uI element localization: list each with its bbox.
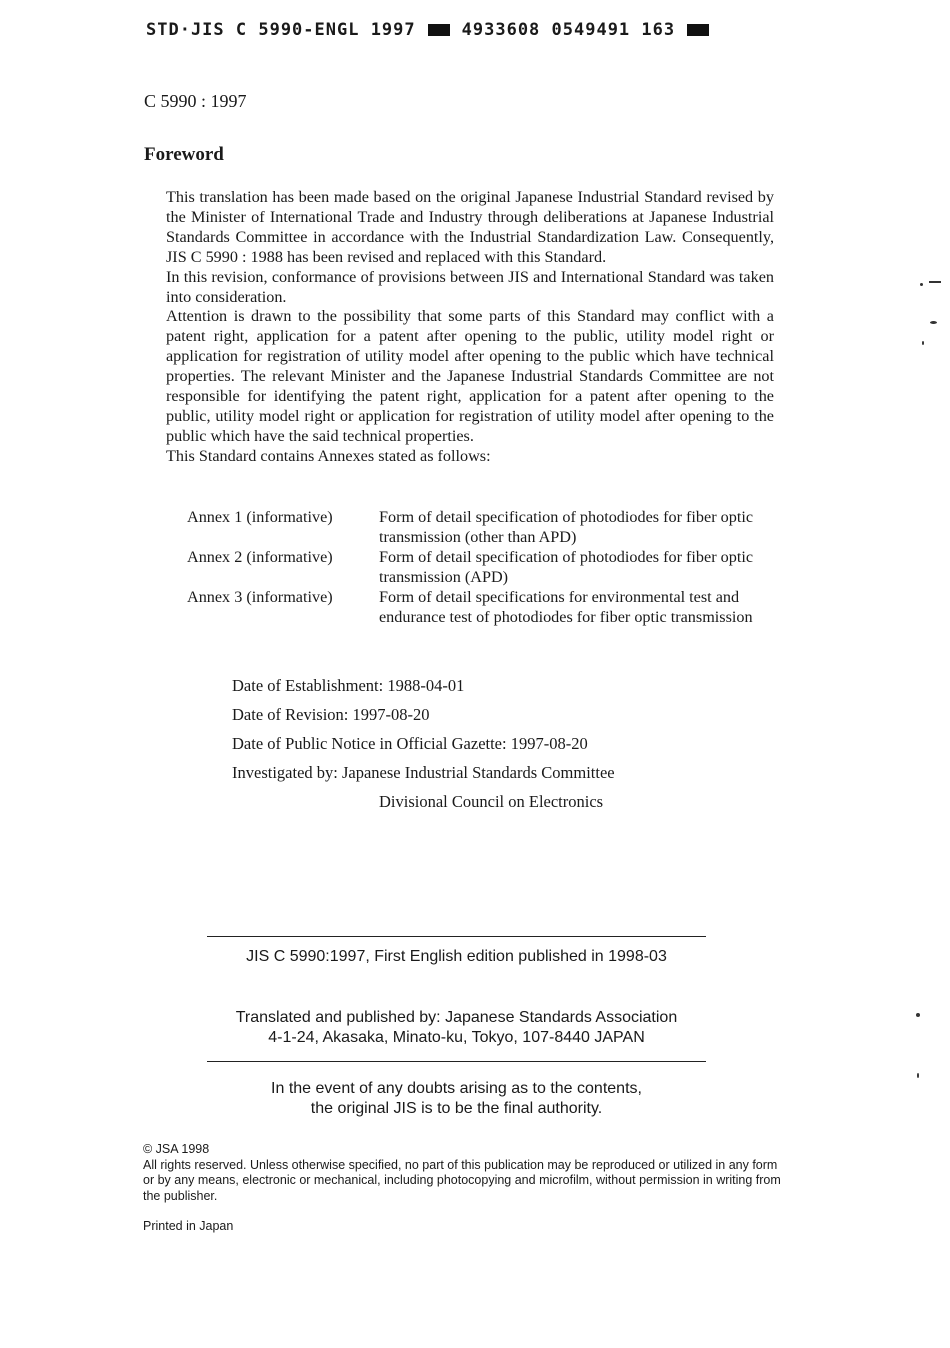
scan-speck	[930, 321, 937, 324]
authority-line: In the event of any doubts arising as to the contents,	[271, 1080, 642, 1097]
copyright-mark: © JSA 1998	[143, 1142, 210, 1156]
header-barcode-number: 4933608 0549491 163	[461, 20, 676, 40]
document-number: C 5990 : 1997	[144, 91, 247, 111]
annex-row	[187, 548, 777, 588]
annex-label: Annex 3 (informative)	[187, 587, 333, 606]
scan-speck	[929, 281, 941, 283]
annex-label: Annex 2 (informative)	[187, 547, 333, 566]
foreword-title: Foreword	[144, 144, 224, 165]
annex-description: Form of detail specification of photodiodes for fiber optic transmission (other than APD)	[379, 508, 754, 546]
scan-speck	[917, 1073, 919, 1078]
divider-line	[207, 936, 706, 937]
edition-line: JIS C 5990:1997, First English edition published in 1998-03	[246, 948, 667, 965]
annex-row	[187, 508, 777, 548]
printed-in: Printed in Japan	[143, 1219, 234, 1233]
date-of-revision: Date of Revision: 1997-08-20	[232, 705, 430, 724]
publisher-address: 4-1-24, Akasaka, Minato-ku, Tokyo, 107-8440 JAPAN	[268, 1029, 645, 1046]
scan-speck	[920, 283, 923, 286]
investigated-by: Investigated by: Japanese Industrial Standards Committee	[232, 763, 615, 782]
divider-line	[207, 1061, 706, 1062]
annex-label: Annex 1 (informative)	[187, 508, 333, 526]
header-code-line	[146, 20, 721, 40]
annex-row	[187, 588, 777, 628]
foreword-paragraph: Attention is drawn to the possibility that some parts of this Standard may conflict with a patent right, application for a patent after opening to the public, utility model right or application for registration of utility model after opening to the public which have technical properties. The relevant Minister and the Japanese Industrial Standards Committee are not responsible for identifying the patent right, application for a patent after opening to the public, utility model right or application for registration of utility model after opening to the public which have the said technical properties.	[166, 307, 774, 445]
divisional-council: Divisional Council on Electronics	[379, 792, 604, 811]
publisher-line: Translated and published by: Japanese Standards Association	[235, 1009, 678, 1026]
annex-description: Form of detail specifications for environmental test and endurance test of photodiodes for fiber optic transmission	[379, 587, 753, 626]
scan-speck	[916, 1013, 920, 1017]
rights-statement: All rights reserved. Unless otherwise specified, no part of this publication may be reproduced or utilized in any form or by any means, electronic or mechanical, including photocopying and microfilm, without permission in writing from the publisher.	[143, 1157, 781, 1203]
black-block-mark	[428, 24, 450, 36]
black-block-mark	[687, 24, 709, 36]
date-of-public-notice: Date of Public Notice in Official Gazette: 1997-08-20	[232, 734, 588, 753]
dates-block	[232, 676, 615, 821]
foreword-paragraph: This Standard contains Annexes stated as follows:	[166, 446, 491, 465]
authority-line: the original JIS is to be the final authority.	[310, 1100, 603, 1117]
foreword-body	[166, 188, 774, 467]
authority-note	[207, 1079, 706, 1119]
scan-speck	[922, 341, 924, 345]
annex-description: Form of detail specification of photodiodes for fiber optic transmission (APD)	[379, 547, 754, 586]
header-code: STD·JIS C 5990-ENGL 1997	[146, 20, 416, 40]
date-of-establishment: Date of Establishment: 1988-04-01	[232, 676, 465, 695]
foreword-paragraph: In this revision, conformance of provisions between JIS and International Standard was taken into consideration.	[166, 267, 774, 306]
publisher-block	[207, 1008, 706, 1048]
foreword-paragraph: This translation has been made based on the original Japanese Industrial Standard revised by the Minister of International Trade and Industry through deliberations at Japanese Industrial Standards Committee in accordance with the Industrial Standardization Law. Consequently, JIS C 5990 : 1988 has been revised and replaced with this Standard.	[166, 188, 774, 266]
annex-list	[187, 508, 777, 627]
copyright-block	[143, 1142, 783, 1204]
